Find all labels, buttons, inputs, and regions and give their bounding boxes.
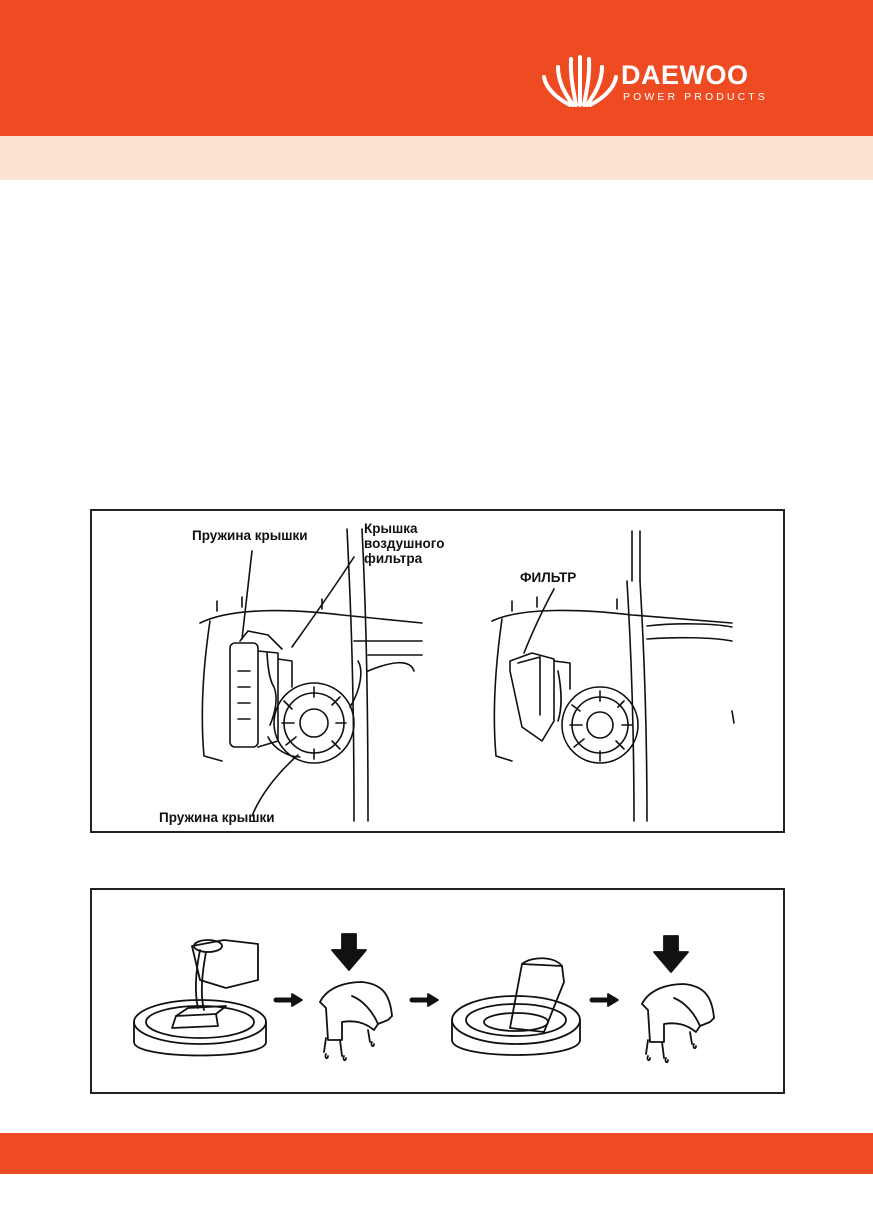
filter-cleaning-figure (90, 888, 785, 1094)
brand-name: DAEWOO (621, 60, 749, 90)
air-filter-cover-label: Крышка воздушного фильтра (364, 521, 445, 566)
brand-tagline: POWER PRODUCTS (623, 91, 768, 103)
wash-filter-in-solvent-icon (452, 958, 580, 1055)
squeeze-filter-icon (320, 934, 392, 1060)
footer-band (0, 1133, 873, 1174)
air-filter-figure (90, 509, 785, 833)
section-band (0, 136, 873, 180)
soak-filter-in-oil-icon (134, 940, 266, 1056)
filter-cleaning-illustration (92, 890, 783, 1092)
cover-spring-label-bottom: Пружина крышки (159, 810, 275, 825)
daewoo-logo (540, 55, 790, 111)
filter-label: ФИЛЬТР (520, 570, 577, 585)
cover-spring-label-top: Пружина крышки (192, 528, 308, 543)
header-band (0, 0, 873, 136)
daewoo-fan-icon (540, 55, 620, 111)
squeeze-filter-icon-2 (642, 936, 714, 1062)
